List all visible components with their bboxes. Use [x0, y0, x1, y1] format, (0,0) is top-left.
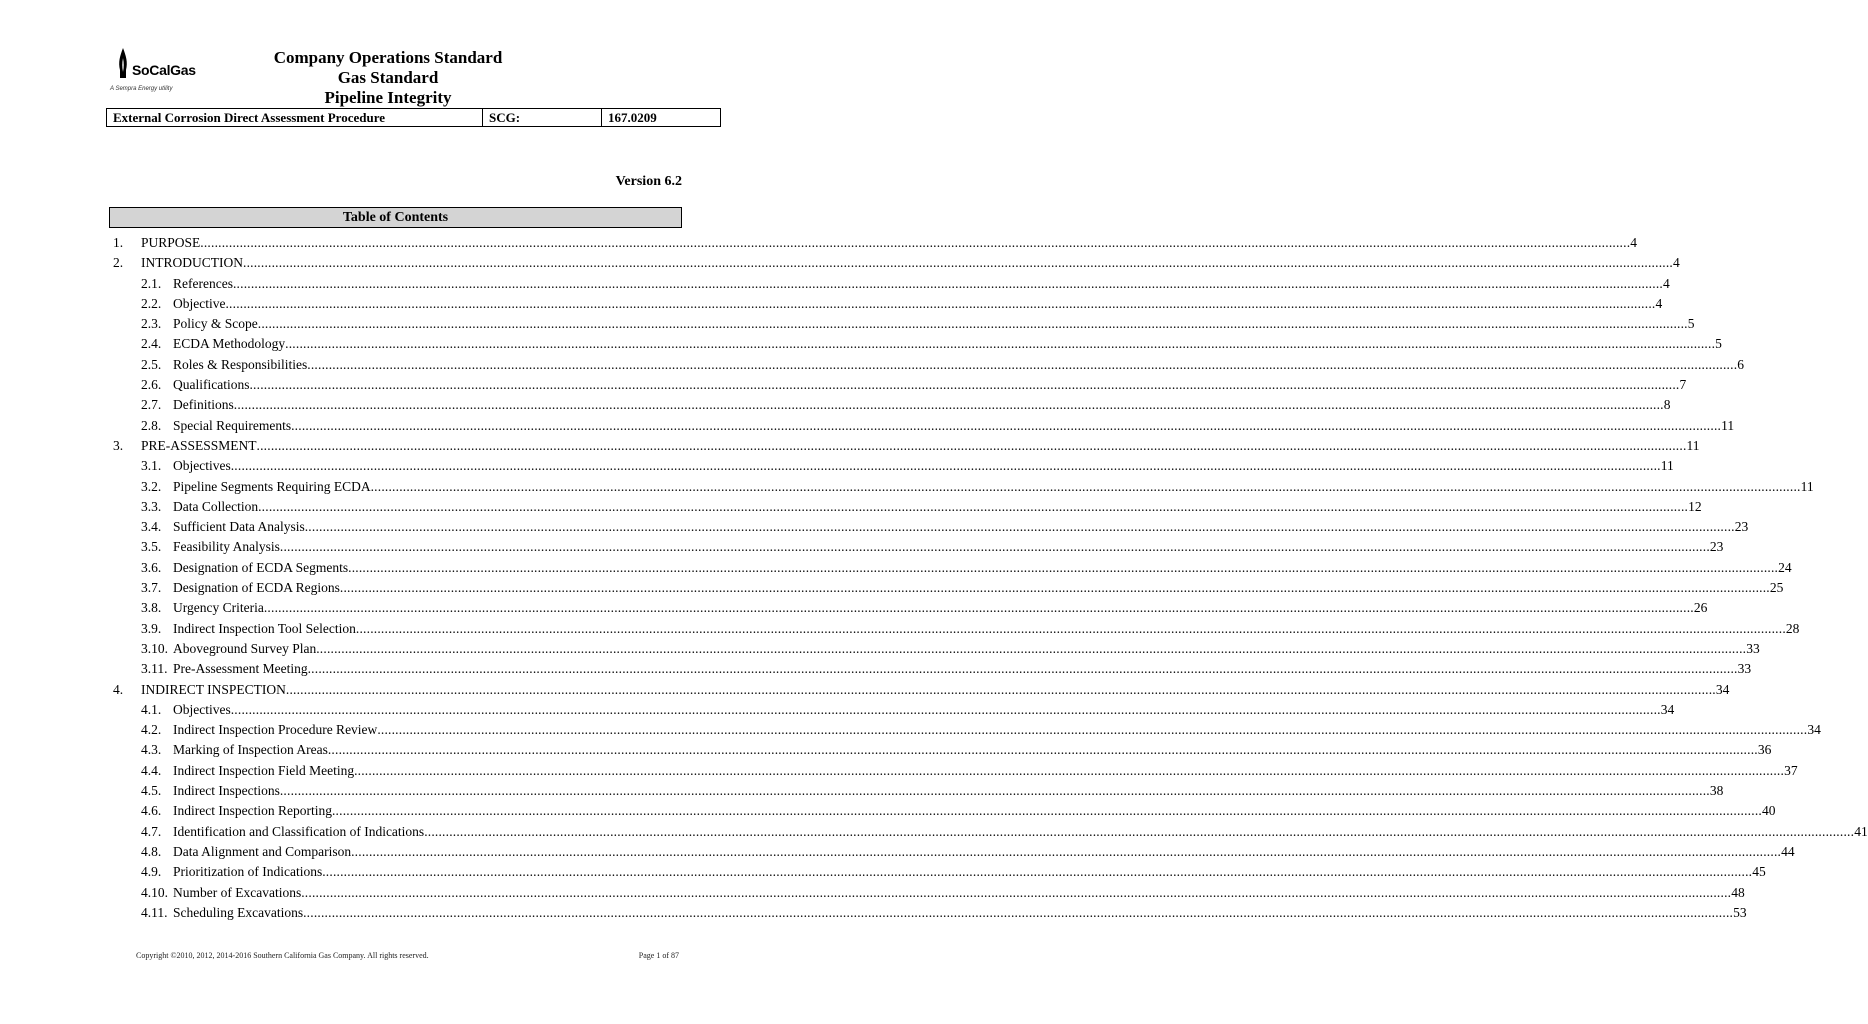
- toc-entry-page[interactable]: 26: [1693, 600, 1708, 616]
- toc-leader-dots: ................................................................................................................................................................................................................................................................................................................................................................................................................: [327, 742, 1758, 758]
- toc-entry-title[interactable]: Indirect Inspection Field Meeting: [173, 762, 355, 778]
- toc-entry-page[interactable]: 4: [1673, 255, 1680, 271]
- toc-entry-title[interactable]: Objective: [173, 295, 226, 311]
- toc-entry-title[interactable]: ECDA Methodology: [173, 336, 286, 352]
- toc-leader-dots: ................................................................................................................................................................................................................................................................................................................................................................................................................: [257, 316, 1688, 332]
- toc-leader-dots: ................................................................................................................................................................................................................................................................................................................................................................................................................: [322, 864, 1753, 880]
- toc-entry-page[interactable]: 11: [1721, 417, 1735, 433]
- toc-entry-page[interactable]: 40: [1761, 803, 1776, 819]
- toc-entry-page[interactable]: 11: [1800, 478, 1814, 494]
- toc-entry-title[interactable]: Roles & Responsibilities: [173, 356, 308, 372]
- toc-entry-line[interactable]: [173, 801, 1776, 821]
- toc-entry-line[interactable]: [173, 740, 1772, 760]
- toc-entry[interactable]: [0, 436, 1700, 456]
- toc-leader-dots: ................................................................................................................................................................................................................................................................................................................................................................................................................: [339, 580, 1770, 596]
- toc-entry-number: 3.11.: [141, 661, 168, 677]
- toc-entry-title[interactable]: Indirect Inspection Reporting: [173, 803, 332, 819]
- toc-entry-line[interactable]: [173, 477, 1814, 497]
- toc-entry-number: 3.4.: [141, 519, 162, 535]
- table-of-contents: [0, 233, 1868, 923]
- toc-entry[interactable]: [0, 781, 1724, 801]
- toc-leader-dots: ................................................................................................................................................................................................................................................................................................................................................................................................................: [285, 336, 1716, 352]
- toc-leader-dots: ................................................................................................................................................................................................................................................................................................................................................................................................................: [279, 783, 1710, 799]
- toc-entry-page[interactable]: 36: [1757, 742, 1772, 758]
- toc-entry-title[interactable]: Data Alignment and Comparison: [173, 843, 352, 859]
- toc-entry-page[interactable]: 33: [1746, 640, 1760, 656]
- toc-entry-page[interactable]: 25: [1769, 580, 1784, 596]
- toc-leader-dots: ................................................................................................................................................................................................................................................................................................................................................................................................................: [307, 661, 1738, 677]
- toc-entry[interactable]: [0, 883, 1745, 903]
- toc-entry[interactable]: [0, 233, 1638, 253]
- toc-entry[interactable]: [0, 619, 1800, 639]
- toc-entry-line[interactable]: [141, 233, 1638, 253]
- toc-entry-title[interactable]: PRE-ASSESSMENT: [141, 437, 257, 453]
- toc-entry-number: 4.8.: [141, 843, 162, 859]
- toc-entry-title[interactable]: Indirect Inspections: [173, 783, 280, 799]
- toc-entry-number: 1.: [113, 235, 124, 250]
- toc-entry[interactable]: [0, 334, 1722, 354]
- toc-entry-title[interactable]: INTRODUCTION: [141, 255, 243, 271]
- toc-entry-title[interactable]: Pipeline Segments Requiring ECDA: [173, 478, 371, 494]
- toc-entry[interactable]: [0, 680, 1730, 700]
- toc-entry-page[interactable]: 8: [1663, 397, 1671, 413]
- toc-entry-page[interactable]: 53: [1733, 904, 1747, 920]
- toc-entry-title[interactable]: Definitions: [173, 397, 234, 413]
- toc-entry-line[interactable]: [173, 903, 1747, 923]
- toc-entry-number: 2.5.: [141, 356, 162, 372]
- toc-entry-number: 3.1.: [141, 458, 162, 474]
- toc-entry-number: 2.6.: [141, 377, 162, 393]
- toc-entry-title[interactable]: Marking of Inspection Areas: [173, 742, 328, 758]
- toc-entry-page[interactable]: 37: [1784, 762, 1798, 778]
- toc-entry-page[interactable]: 6: [1737, 356, 1745, 372]
- toc-entry-title[interactable]: Prioritization of Indications: [173, 864, 323, 880]
- toc-entry-title[interactable]: Pre-Assessment Meeting: [173, 661, 308, 677]
- toc-entry-number: 3.: [113, 437, 124, 453]
- toc-entry-title[interactable]: PURPOSE: [141, 235, 201, 250]
- toc-leader-dots: ................................................................................................................................................................................................................................................................................................................................................................................................................: [279, 539, 1710, 555]
- toc-entry-line[interactable]: [173, 842, 1795, 862]
- toc-entry-title[interactable]: Sufficient Data Analysis: [173, 519, 305, 535]
- toc-entry-line[interactable]: [173, 598, 1708, 618]
- toc-entry-number: 3.2.: [141, 478, 162, 494]
- scg-label: SCG:: [483, 109, 602, 126]
- toc-entry[interactable]: [0, 659, 1752, 679]
- page-number: Page 1 of 87: [638, 951, 679, 960]
- toc-entry[interactable]: [0, 395, 1671, 415]
- toc-entry-line[interactable]: [173, 578, 1784, 598]
- toc-leader-dots: ................................................................................................................................................................................................................................................................................................................................................................................................................: [348, 559, 1779, 575]
- toc-leader-dots: ................................................................................................................................................................................................................................................................................................................................................................................................................: [316, 640, 1747, 656]
- toc-entry-page[interactable]: 34: [1715, 681, 1730, 697]
- toc-entry-number: 4.4.: [141, 762, 162, 778]
- toc-entry-line[interactable]: [173, 456, 1674, 476]
- toc-entry-number: 4.1.: [141, 701, 162, 717]
- toc-entry-line[interactable]: [173, 781, 1724, 801]
- toc-entry-page[interactable]: 24: [1778, 559, 1792, 575]
- toc-entry-number: 4.9.: [141, 864, 162, 880]
- toc-leader-dots: ................................................................................................................................................................................................................................................................................................................................................................................................................: [258, 498, 1689, 514]
- flame-icon: [118, 48, 128, 78]
- toc-entry-page[interactable]: 4: [1655, 295, 1663, 311]
- toc-entry-title[interactable]: References: [173, 275, 233, 291]
- toc-entry[interactable]: [0, 822, 1868, 842]
- toc-entry-title[interactable]: Urgency Criteria: [173, 600, 264, 616]
- toc-entry-number: 2.: [113, 255, 124, 271]
- toc-entry-line[interactable]: [173, 639, 1760, 659]
- toc-entry-number: 3.8.: [141, 600, 162, 616]
- toc-entry-page[interactable]: 34: [1660, 701, 1675, 717]
- toc-entry[interactable]: [0, 497, 1702, 517]
- socalgas-logo: [110, 46, 220, 102]
- toc-leader-dots: ................................................................................................................................................................................................................................................................................................................................................................................................................: [230, 701, 1661, 717]
- toc-entry-line[interactable]: [173, 375, 1687, 395]
- toc-entry-number: 4.10.: [141, 884, 168, 900]
- toc-entry[interactable]: [0, 274, 1670, 294]
- toc-entry-number: 4.2.: [141, 722, 162, 738]
- toc-entry-number: 3.7.: [141, 580, 162, 596]
- toc-entry-title[interactable]: Qualifications: [173, 377, 250, 393]
- toc-leader-dots: ................................................................................................................................................................................................................................................................................................................................................................................................................: [304, 519, 1735, 535]
- toc-entry-title[interactable]: Indirect Inspection Tool Selection: [173, 620, 356, 636]
- toc-entry-line[interactable]: [173, 355, 1745, 375]
- toc-entry-line[interactable]: [173, 761, 1798, 781]
- toc-leader-dots: ................................................................................................................................................................................................................................................................................................................................................................................................................: [263, 600, 1694, 616]
- toc-entry-line[interactable]: [173, 659, 1752, 679]
- toc-entry[interactable]: [0, 456, 1674, 476]
- toc-entry-line[interactable]: [173, 822, 1868, 842]
- toc-entry[interactable]: [0, 700, 1675, 720]
- title-line-1: Company Operations Standard: [273, 48, 503, 67]
- toc-entry[interactable]: [0, 375, 1687, 395]
- toc-entry-line[interactable]: [141, 680, 1730, 700]
- toc-entry-page[interactable]: 5: [1715, 336, 1722, 352]
- version-label: Version 6.2: [615, 174, 682, 189]
- toc-entry-title[interactable]: INDIRECT INSPECTION: [141, 681, 286, 697]
- toc-entry-title[interactable]: Feasibility Analysis: [173, 539, 280, 555]
- toc-entry-number: 2.2.: [141, 295, 162, 311]
- toc-leader-dots: ................................................................................................................................................................................................................................................................................................................................................................................................................: [243, 255, 1673, 271]
- toc-entry[interactable]: [0, 578, 1784, 598]
- document-title: [220, 48, 556, 108]
- toc-leader-dots: ................................................................................................................................................................................................................................................................................................................................................................................................................: [351, 843, 1782, 859]
- toc-leader-dots: ................................................................................................................................................................................................................................................................................................................................................................................................................: [355, 620, 1786, 636]
- toc-entry[interactable]: [0, 862, 1766, 882]
- toc-entry-title[interactable]: Special Requirements: [173, 417, 292, 433]
- toc-entry-number: 4.7.: [141, 823, 162, 839]
- toc-entry-line[interactable]: [173, 537, 1724, 557]
- title-line-3: Pipeline Integrity: [324, 88, 452, 107]
- toc-entry-line[interactable]: [173, 294, 1663, 314]
- toc-entry-number: 3.10.: [141, 640, 168, 656]
- toc-leader-dots: ................................................................................................................................................................................................................................................................................................................................................................................................................: [249, 377, 1680, 393]
- toc-entry-number: 2.8.: [141, 417, 162, 433]
- toc-entry-title[interactable]: Objectives: [173, 458, 231, 474]
- toc-entry-number: 2.3.: [141, 316, 162, 332]
- title-line-2: Gas Standard: [337, 68, 439, 87]
- toc-entry-title[interactable]: Indirect Inspection Procedure Review: [173, 722, 378, 738]
- toc-leader-dots: ................................................................................................................................................................................................................................................................................................................................................................................................................: [354, 762, 1785, 778]
- toc-entry-line[interactable]: [173, 720, 1821, 740]
- toc-entry-number: 2.1.: [141, 275, 162, 291]
- toc-entry-title[interactable]: Number of Excavations: [173, 884, 302, 900]
- toc-entry-line[interactable]: [173, 700, 1675, 720]
- copyright-notice: Copyright ©2010, 2012, 2014-2016 Southern California Gas Company. All rights reserved.: [136, 951, 429, 960]
- toc-entry[interactable]: [0, 842, 1795, 862]
- toc-entry[interactable]: [0, 477, 1814, 497]
- toc-leader-dots: ................................................................................................................................................................................................................................................................................................................................................................................................................: [370, 478, 1801, 494]
- toc-entry-line[interactable]: [141, 436, 1700, 456]
- toc-heading: Table of Contents: [109, 207, 682, 228]
- toc-entry-page[interactable]: 34: [1807, 722, 1821, 738]
- toc-entry-page[interactable]: 23: [1709, 539, 1724, 555]
- toc-entry[interactable]: [0, 253, 1680, 273]
- toc-entry[interactable]: [0, 598, 1708, 618]
- toc-leader-dots: ................................................................................................................................................................................................................................................................................................................................................................................................................: [230, 458, 1661, 474]
- toc-entry-line[interactable]: [141, 253, 1680, 273]
- toc-entry[interactable]: [0, 355, 1745, 375]
- toc-leader-dots: ................................................................................................................................................................................................................................................................................................................................................................................................................: [424, 823, 1855, 839]
- toc-leader-dots: ................................................................................................................................................................................................................................................................................................................................................................................................................: [307, 356, 1738, 372]
- toc-entry-page[interactable]: 41: [1854, 823, 1868, 839]
- toc-entry-line[interactable]: [173, 416, 1735, 436]
- logo-tagline: A Sempra Energy utility: [110, 86, 173, 92]
- toc-leader-dots: ................................................................................................................................................................................................................................................................................................................................................................................................................: [377, 722, 1808, 738]
- toc-entry-page[interactable]: 7: [1679, 377, 1687, 393]
- toc-entry[interactable]: [0, 720, 1821, 740]
- toc-entry[interactable]: [0, 294, 1663, 314]
- procedure-name: External Corrosion Direct Assessment Procedure: [107, 109, 483, 126]
- toc-entry[interactable]: [0, 537, 1724, 557]
- toc-leader-dots: ................................................................................................................................................................................................................................................................................................................................................................................................................: [285, 681, 1716, 697]
- toc-entry-number: 3.6.: [141, 559, 162, 575]
- toc-entry[interactable]: [0, 416, 1735, 436]
- toc-entry-line[interactable]: [173, 862, 1766, 882]
- toc-entry-title[interactable]: Identification and Classification of Indications: [173, 823, 425, 839]
- toc-entry-line[interactable]: [173, 334, 1722, 354]
- toc-entry-number: 4.: [113, 681, 124, 697]
- toc-entry[interactable]: [0, 517, 1749, 537]
- logo-name: SoCalGas: [132, 62, 196, 78]
- toc-entry-page[interactable]: 5: [1687, 316, 1695, 332]
- toc-entry-number: 3.3.: [141, 498, 162, 514]
- toc-entry-line[interactable]: [173, 883, 1745, 903]
- toc-entry-line[interactable]: [173, 497, 1702, 517]
- toc-entry[interactable]: [0, 740, 1772, 760]
- toc-entry-page[interactable]: 28: [1785, 620, 1800, 636]
- toc-entry-number: 2.4.: [141, 336, 162, 352]
- toc-entry-title[interactable]: Policy & Scope: [173, 316, 258, 332]
- toc-leader-dots: ................................................................................................................................................................................................................................................................................................................................................................................................................: [225, 295, 1656, 311]
- toc-leader-dots: ................................................................................................................................................................................................................................................................................................................................................................................................................: [233, 397, 1664, 413]
- toc-leader-dots: ................................................................................................................................................................................................................................................................................................................................................................................................................: [303, 904, 1734, 920]
- toc-entry-title[interactable]: Objectives: [173, 701, 231, 717]
- scg-number: 167.0209: [608, 110, 657, 125]
- toc-entry-page[interactable]: 4: [1662, 275, 1670, 291]
- toc-entry-page[interactable]: 4: [1630, 235, 1638, 250]
- toc-entry-number: 4.6.: [141, 803, 162, 819]
- toc-entry-page[interactable]: 33: [1737, 661, 1752, 677]
- toc-entry-number: 3.9.: [141, 620, 162, 636]
- toc-entry-line[interactable]: [173, 619, 1800, 639]
- toc-entry-line[interactable]: [173, 395, 1671, 415]
- toc-entry-page[interactable]: 11: [1660, 458, 1674, 474]
- toc-entry-number: 4.11.: [141, 904, 168, 920]
- toc-entry-page[interactable]: 38: [1709, 783, 1724, 799]
- toc-entry-page[interactable]: 23: [1734, 519, 1749, 535]
- toc-entry[interactable]: [0, 903, 1747, 923]
- procedure-header-table: [106, 108, 721, 127]
- toc-entry[interactable]: [0, 558, 1792, 578]
- toc-entry-title[interactable]: Scheduling Excavations: [173, 904, 304, 920]
- toc-entry[interactable]: [0, 761, 1798, 781]
- toc-entry-page[interactable]: 44: [1781, 843, 1795, 859]
- toc-leader-dots: ................................................................................................................................................................................................................................................................................................................................................................................................................: [232, 275, 1663, 291]
- toc-entry-title[interactable]: Designation of ECDA Regions: [173, 580, 340, 596]
- toc-entry[interactable]: [0, 314, 1695, 334]
- toc-entry-line[interactable]: [173, 274, 1670, 294]
- toc-entry-page[interactable]: 11: [1686, 437, 1700, 453]
- toc-entry-number: 4.3.: [141, 742, 162, 758]
- toc-entry-line[interactable]: [173, 517, 1749, 537]
- toc-entry-page[interactable]: 12: [1688, 498, 1702, 514]
- toc-leader-dots: ................................................................................................................................................................................................................................................................................................................................................................................................................: [256, 437, 1687, 453]
- toc-entry-title[interactable]: Aboveground Survey Plan: [173, 640, 317, 656]
- toc-leader-dots: ................................................................................................................................................................................................................................................................................................................................................................................................................: [291, 417, 1722, 433]
- toc-entry[interactable]: [0, 639, 1760, 659]
- toc-entry-page[interactable]: 45: [1752, 864, 1766, 880]
- toc-entry-number: 4.5.: [141, 783, 162, 799]
- toc-entry-number: 2.7.: [141, 397, 162, 413]
- toc-leader-dots: ................................................................................................................................................................................................................................................................................................................................................................................................................: [200, 235, 1631, 250]
- toc-entry[interactable]: [0, 801, 1776, 821]
- toc-leader-dots: ................................................................................................................................................................................................................................................................................................................................................................................................................: [331, 803, 1762, 819]
- toc-entry-page[interactable]: 48: [1731, 884, 1745, 900]
- toc-entry-title[interactable]: Data Collection: [173, 498, 259, 514]
- toc-entry-line[interactable]: [173, 314, 1695, 334]
- toc-entry-title[interactable]: Designation of ECDA Segments: [173, 559, 349, 575]
- toc-entry-line[interactable]: [173, 558, 1792, 578]
- toc-entry-number: 3.5.: [141, 539, 162, 555]
- toc-leader-dots: ................................................................................................................................................................................................................................................................................................................................................................................................................: [301, 884, 1732, 900]
